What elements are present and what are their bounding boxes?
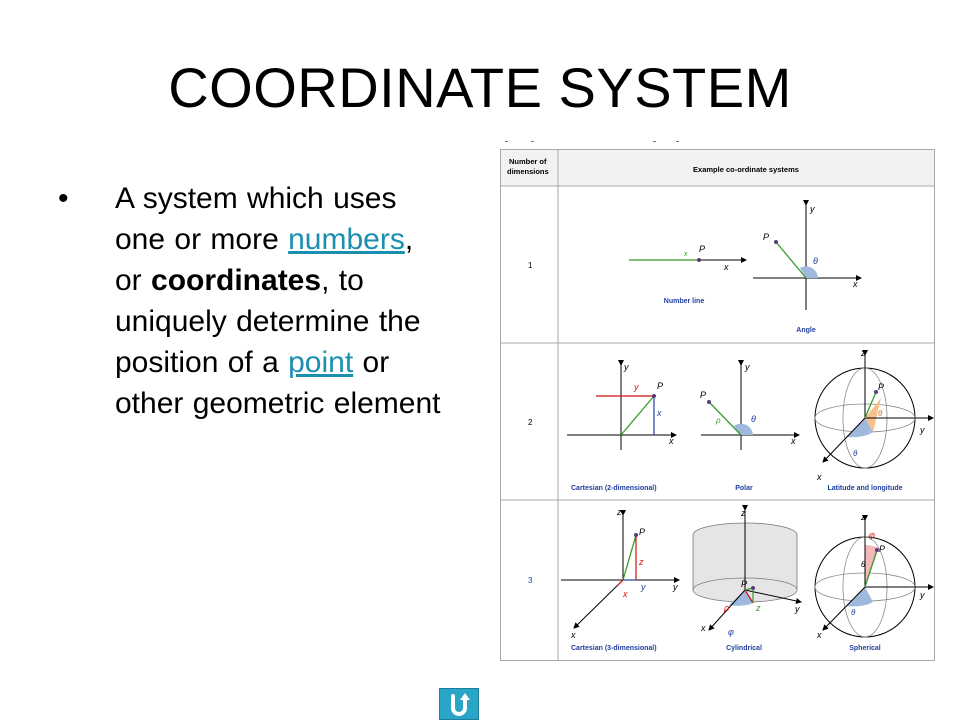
caption-angle: Angle: [796, 327, 816, 334]
spherical-diagram: [815, 512, 933, 652]
caption-latitude-longitude: Latitude and longitude: [827, 485, 903, 492]
svg-text:θ: θ: [851, 608, 856, 617]
svg-text:x: x: [657, 408, 662, 418]
bullet-text-part: A system which uses one or more: [115, 182, 397, 256]
svg-text:P: P: [879, 544, 886, 554]
svg-text:x: x: [669, 436, 674, 446]
caption-spherical: Spherical: [849, 645, 881, 652]
svg-text:φ: φ: [728, 627, 734, 637]
caption-cylindrical: Cylindrical: [726, 645, 762, 652]
cartesian-2d-diagram: [567, 362, 676, 492]
divider: [505, 141, 508, 142]
svg-text:P: P: [700, 390, 707, 400]
u-turn-return-icon: [440, 689, 478, 719]
svg-text:x: x: [571, 630, 576, 640]
svg-text:y: y: [920, 425, 925, 435]
svg-text:P: P: [639, 527, 646, 537]
slide-title: COORDINATE SYSTEM: [168, 56, 792, 119]
dimension-label: 3: [528, 576, 533, 585]
svg-text:z: z: [741, 508, 746, 518]
svg-text:y: y: [795, 604, 800, 614]
bullet-marker: •: [58, 182, 69, 215]
svg-text:P: P: [741, 579, 748, 589]
svg-text:P: P: [657, 381, 664, 391]
bullet-text-part: , to uniquely determine the position of a: [115, 264, 421, 379]
svg-text:P: P: [699, 244, 706, 254]
svg-text:x: x: [684, 251, 688, 258]
svg-text:y: y: [745, 362, 750, 372]
svg-text:x: x: [817, 472, 822, 482]
bullet-text: [115, 178, 445, 424]
svg-text:θ: θ: [861, 560, 866, 569]
bullet-text-part: , or: [115, 223, 414, 297]
svg-text:θ: θ: [853, 449, 858, 458]
svg-text:z: z: [756, 603, 761, 613]
latitude-longitude-diagram: [815, 348, 933, 492]
divider: [531, 141, 534, 142]
svg-text:y: y: [673, 582, 678, 592]
cylindrical-diagram: [693, 508, 801, 652]
svg-text:y: y: [634, 382, 639, 392]
svg-text:θ: θ: [813, 256, 818, 266]
dimension-label: 1: [528, 261, 533, 270]
polar-diagram: [700, 362, 799, 492]
divider: [676, 141, 679, 142]
caption-polar: Polar: [735, 485, 753, 492]
svg-text:θ: θ: [878, 409, 883, 418]
svg-text:z: z: [861, 348, 866, 358]
svg-text:y: y: [920, 590, 925, 600]
bullet-text-part: or other geometric element: [115, 346, 441, 420]
divider: [653, 141, 656, 142]
svg-text:φ: φ: [869, 530, 875, 540]
svg-text:z: z: [861, 512, 866, 522]
svg-text:x: x: [853, 279, 858, 289]
caption-number-line: Number line: [663, 298, 705, 305]
header-examples: Example co-ordinate systems: [693, 165, 799, 174]
return-button[interactable]: [439, 688, 479, 720]
svg-text:x: x: [791, 436, 796, 446]
svg-text:θ: θ: [751, 414, 756, 424]
angle-diagram: [753, 204, 861, 334]
svg-text:y: y: [810, 204, 815, 214]
svg-text:x: x: [701, 623, 706, 633]
svg-text:ρ: ρ: [724, 603, 730, 613]
number-line-diagram: [629, 244, 746, 305]
svg-text:y: y: [641, 582, 646, 592]
caption-cartesian-3d: Cartesian (3-dimensional): [571, 645, 657, 652]
svg-text:x: x: [623, 589, 628, 599]
bold-term: coordinates: [151, 264, 322, 297]
header-dimensions: Number of: [509, 157, 547, 166]
header-dimensions: dimensions: [507, 167, 549, 176]
numbers-link[interactable]: numbers: [288, 223, 405, 256]
svg-text:P: P: [763, 232, 770, 242]
dimension-label: 2: [528, 418, 533, 427]
svg-text:z: z: [617, 507, 622, 517]
svg-text:y: y: [624, 362, 629, 372]
svg-text:P: P: [878, 382, 885, 392]
point-link[interactable]: point: [288, 346, 354, 379]
svg-text:x: x: [724, 262, 729, 272]
caption-cartesian-2d: Cartesian (2-dimensional): [571, 485, 657, 492]
coordinate-systems-table: [500, 149, 935, 661]
cartesian-3d-diagram: [561, 507, 679, 652]
svg-text:z: z: [639, 557, 644, 567]
svg-text:x: x: [817, 630, 822, 640]
svg-text:ρ: ρ: [716, 416, 721, 425]
